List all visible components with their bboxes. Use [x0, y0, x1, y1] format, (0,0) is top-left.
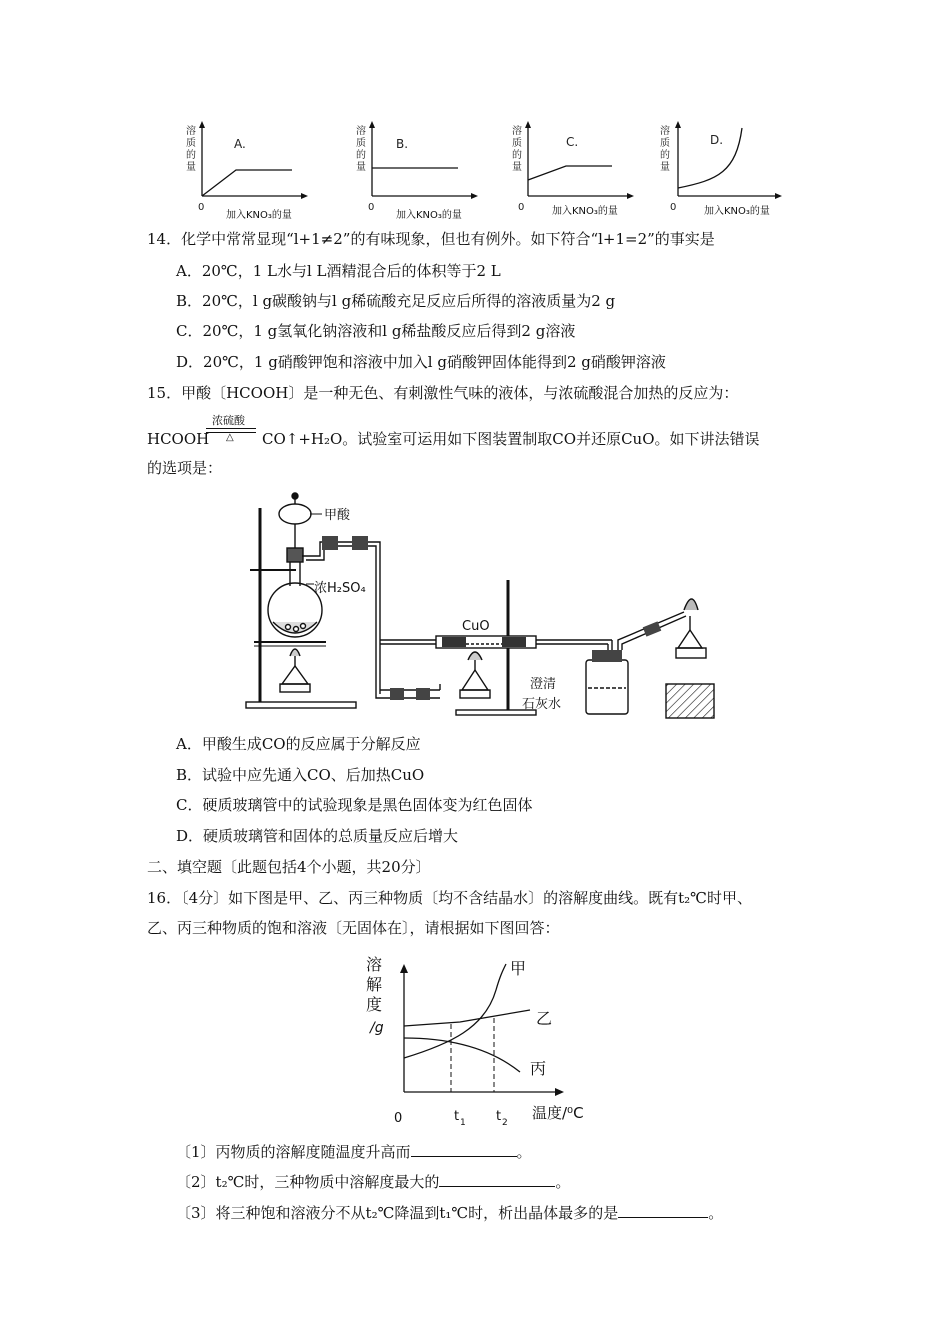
- q16-sub3-period: 。: [708, 1204, 724, 1222]
- q15-eq-above: 浓硫酸: [212, 414, 245, 427]
- q15-eq-right: CO↑+H₂O。试验室可运用如下图装置制取CO并还原CuO。如下讲法错误: [262, 430, 760, 448]
- q16-sub2-period: 。: [555, 1173, 571, 1191]
- graph-d-letter: D.: [710, 133, 724, 147]
- graph-c-ylabel-2: 质: [512, 138, 522, 149]
- chart-ylabel-4: /g: [370, 1020, 384, 1036]
- graph-d-ylabel-2: 质: [660, 138, 670, 149]
- q16-sub1: [176, 1140, 532, 1162]
- label-conc-h2so4: 浓H₂SO₄: [314, 581, 366, 596]
- chart-ylabel-3: 度: [366, 995, 383, 1014]
- label-formic-acid: 甲酸: [324, 508, 351, 523]
- graph-b-ylabel-4: 量: [356, 162, 366, 173]
- q16-answer-blank-3[interactable]: [618, 1201, 708, 1218]
- graph-d-ylabel-3: 的: [660, 150, 670, 161]
- q16-answer-blank-2[interactable]: [439, 1170, 555, 1187]
- graph-c-origin: 0: [518, 202, 525, 213]
- q14-option-b: B．20℃，l g碳酸钠与l g稀硫酸充足反应后所得的溶液质量为2 g: [176, 292, 616, 310]
- series-label-jia: 甲: [510, 959, 527, 978]
- series-label-bing: 丙: [530, 1059, 547, 1078]
- chart-ylabel-1: 溶: [366, 955, 383, 974]
- q16-sub3: [176, 1201, 723, 1223]
- q15-eq-left: HCOOH: [147, 430, 210, 448]
- graph-a-ylabel-1: 溶: [186, 126, 196, 137]
- graph-b-xlabel: 加入KNO₃的量: [396, 210, 462, 221]
- q15-option-b: B．试验中应先通入CO、后加热CuO: [176, 766, 425, 784]
- top-graphs: [180, 118, 780, 221]
- q15-option-a: A．甲酸生成CO的反应属于分解反应: [176, 735, 421, 753]
- graph-c-xlabel: 加入KNO₃的量: [552, 206, 618, 217]
- graph-a-ylabel-3: 的: [186, 150, 196, 161]
- graph-c-ylabel-3: 的: [512, 150, 522, 161]
- q16-stem-line2: 乙、丙三种物质的饱和溶液〔无固体在〕，请根据如下图回答：: [147, 919, 560, 937]
- q14-option-a: A．20℃，1 L水与l L酒精混合后的体积等于2 L: [176, 262, 501, 280]
- chart-t2-sub: 2: [502, 1118, 508, 1128]
- q15-eq-below: △: [226, 432, 234, 443]
- graph-d-xlabel: 加入KNO₃的量: [704, 206, 770, 217]
- q14-option-d: D．20℃，1 g硝酸钾饱和溶液中加入l g硝酸钾固体能得到2 g硝酸钾溶液: [176, 353, 666, 371]
- graph-a-ylabel-2: 质: [186, 138, 196, 149]
- graph-d-origin: 0: [670, 202, 677, 213]
- graph-d-ylabel-4: 量: [660, 162, 670, 173]
- q15-stem-end: 的选项是：: [147, 459, 223, 477]
- apparatus-diagram: [240, 484, 720, 724]
- label-limewater-1: 澄清: [530, 677, 557, 692]
- q16-sub2-text: 〔2〕t₂℃时，三种物质中溶解度最大的: [176, 1173, 440, 1191]
- graph-b-ylabel-3: 的: [356, 150, 366, 161]
- graph-b-letter: B.: [396, 137, 409, 151]
- graph-b-origin: 0: [368, 202, 375, 213]
- q16-answer-blank-1[interactable]: [411, 1140, 517, 1157]
- label-limewater-2: 石灰水: [522, 697, 562, 712]
- q14-option-c: C．20℃，1 g氢氧化钠溶液和l g稀盐酸反应后得到2 g溶液: [176, 322, 576, 340]
- graph-b-ylabel-2: 质: [356, 138, 366, 149]
- q16-sub2: [176, 1170, 570, 1192]
- graph-c-ylabel-1: 溶: [512, 126, 522, 137]
- q16-stem-line1: 16．〔4分〕如下图是甲、乙、丙三种物质〔均不含结晶水〕的溶解度曲线。既有t₂℃时甲、: [147, 889, 752, 907]
- chart-origin: 0: [394, 1111, 403, 1126]
- q15-stem: 15．甲酸〔HCOOH〕是一种无色、有刺激性气味的液体，与浓硫酸混合加热的反应为：: [147, 384, 739, 402]
- q16-sub1-period: 。: [516, 1143, 532, 1161]
- graph-d-ylabel-1: 溶: [660, 126, 670, 137]
- graph-a-xlabel: 加入KNO₃的量: [226, 210, 292, 221]
- chart-xlabel: 温度/⁰C: [532, 1104, 584, 1122]
- chart-t2: t: [496, 1109, 502, 1124]
- graph-c-letter: C.: [566, 135, 579, 149]
- graph-a-letter: A.: [234, 137, 246, 151]
- q16-sub3-text: 〔3〕将三种饱和溶液分不从t₂℃降温到t₁℃时，析出晶体最多的是: [176, 1204, 619, 1222]
- q14-stem: 14．化学中常常显现“l+1≠2”的有味现象，但也有例外。如下符合“l+1=2”的事实是: [147, 230, 715, 248]
- q16-sub1-text: 〔1〕丙物质的溶解度随温度升高而: [176, 1143, 411, 1161]
- graph-a: [180, 118, 310, 218]
- graph-b-ylabel-1: 溶: [356, 126, 366, 137]
- graph-a-ylabel-4: 量: [186, 162, 196, 173]
- q15-option-d: D．硬质玻璃管和固体的总质量反应后增大: [176, 827, 459, 845]
- section-2-heading: 二、填空题〔此题包括4个小题，共20分〕: [147, 858, 431, 876]
- graph-a-origin: 0: [198, 202, 205, 213]
- graph-c-ylabel-4: 量: [512, 162, 522, 173]
- solubility-chart: [360, 948, 630, 1133]
- chart-t1: t: [454, 1109, 460, 1124]
- series-label-yi: 乙: [536, 1009, 553, 1028]
- chart-ylabel-2: 解: [366, 975, 383, 994]
- graph-b: [350, 118, 480, 218]
- q15-option-c: C．硬质玻璃管中的试验现象是黑色固体变为红色固体: [176, 796, 533, 814]
- chart-t1-sub: 1: [460, 1118, 466, 1128]
- label-cuo: CuO: [462, 619, 490, 634]
